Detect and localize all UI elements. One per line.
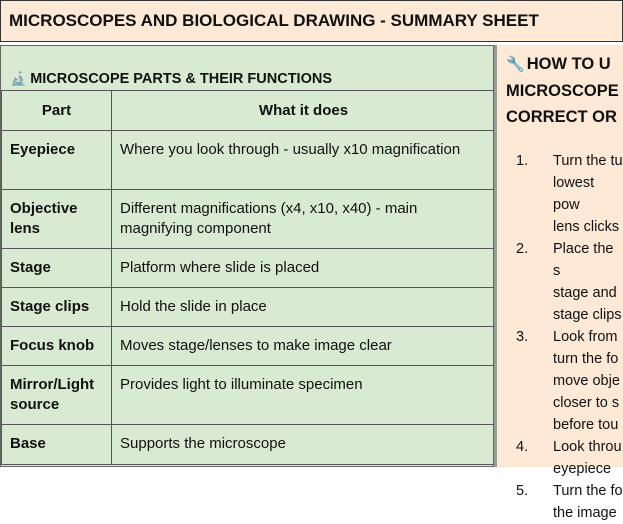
- step-text: [553, 326, 623, 436]
- how-to-steps: [497, 150, 623, 524]
- part-name: Objective lens: [2, 190, 112, 249]
- how-to-heading-line: MICROSCOPE: [506, 82, 619, 100]
- list-item: [497, 480, 623, 524]
- parts-panel: [0, 45, 494, 467]
- step-line: stage and: [553, 285, 617, 301]
- sheet-title: MICROSCOPES AND BIOLOGICAL DRAWING - SUMMARY SHEET: [0, 0, 623, 42]
- step-text: [553, 436, 623, 480]
- part-name: Focus knob: [2, 327, 112, 366]
- parts-section-heading: [1, 46, 493, 90]
- step-line: Place the s: [553, 241, 614, 279]
- table-row: [2, 425, 496, 465]
- part-function: Moves stage/lenses to make image clear: [112, 327, 496, 366]
- how-to-heading-line: HOW TO U: [526, 55, 611, 73]
- parts-table: [1, 90, 496, 465]
- part-name: Base: [2, 425, 112, 465]
- list-item: [497, 150, 623, 238]
- step-text: [553, 480, 623, 524]
- step-text: [553, 150, 623, 238]
- parts-heading-text: MICROSCOPE PARTS & THEIR FUNCTIONS: [30, 70, 333, 87]
- step-text: [553, 238, 623, 326]
- step-line: before tou: [553, 417, 619, 433]
- table-row: [2, 249, 496, 288]
- step-line: turn the fo: [553, 351, 619, 367]
- part-function: Where you look through - usually x10 magnification: [112, 131, 496, 190]
- step-line: move obje: [553, 373, 620, 389]
- list-item: [497, 326, 623, 436]
- list-item: [497, 436, 623, 480]
- step-number: 2.: [516, 241, 529, 257]
- microscope-icon: 🔬: [10, 70, 27, 86]
- table-row: [2, 327, 496, 366]
- step-line: lowest pow: [553, 175, 595, 213]
- step-line: stage clips: [553, 307, 622, 323]
- step-line: Look throu: [553, 439, 622, 455]
- step-number: 1.: [516, 153, 529, 169]
- table-row: [2, 288, 496, 327]
- step-number: 4.: [516, 439, 529, 455]
- table-row: [2, 190, 496, 249]
- how-to-heading-line: CORRECT OR: [506, 108, 617, 126]
- table-row: [2, 131, 496, 190]
- step-line: Turn the tu: [553, 153, 623, 169]
- list-item: [497, 238, 623, 326]
- table-header-row: [2, 91, 496, 131]
- step-number: 5.: [516, 483, 529, 499]
- part-function: Supports the microscope: [112, 425, 496, 465]
- how-to-panel: [494, 45, 623, 521]
- column-header-function: What it does: [112, 91, 496, 131]
- step-line: Turn the fo: [553, 483, 623, 499]
- part-function: Provides light to illuminate specimen: [112, 366, 496, 425]
- step-number: 3.: [516, 329, 529, 345]
- how-to-heading: [497, 45, 623, 130]
- table-row: [2, 366, 496, 425]
- column-header-part: Part: [2, 91, 112, 131]
- part-name: Stage clips: [2, 288, 112, 327]
- step-line: closer to s: [553, 395, 620, 411]
- part-function: Hold the slide in place: [112, 288, 496, 327]
- part-name: Stage: [2, 249, 112, 288]
- part-function: Platform where slide is placed: [112, 249, 496, 288]
- part-function: Different magnifications (x4, x10, x40) - main magnifying component: [112, 190, 496, 249]
- wrench-icon: 🔧: [506, 56, 525, 73]
- part-name: Mirror/Light source: [2, 366, 112, 425]
- step-line: eyepiece: [553, 461, 612, 477]
- part-name: Eyepiece: [2, 131, 112, 190]
- step-line: the image: [553, 505, 617, 521]
- step-line: lens clicks: [553, 219, 620, 235]
- step-line: Look from: [553, 329, 618, 345]
